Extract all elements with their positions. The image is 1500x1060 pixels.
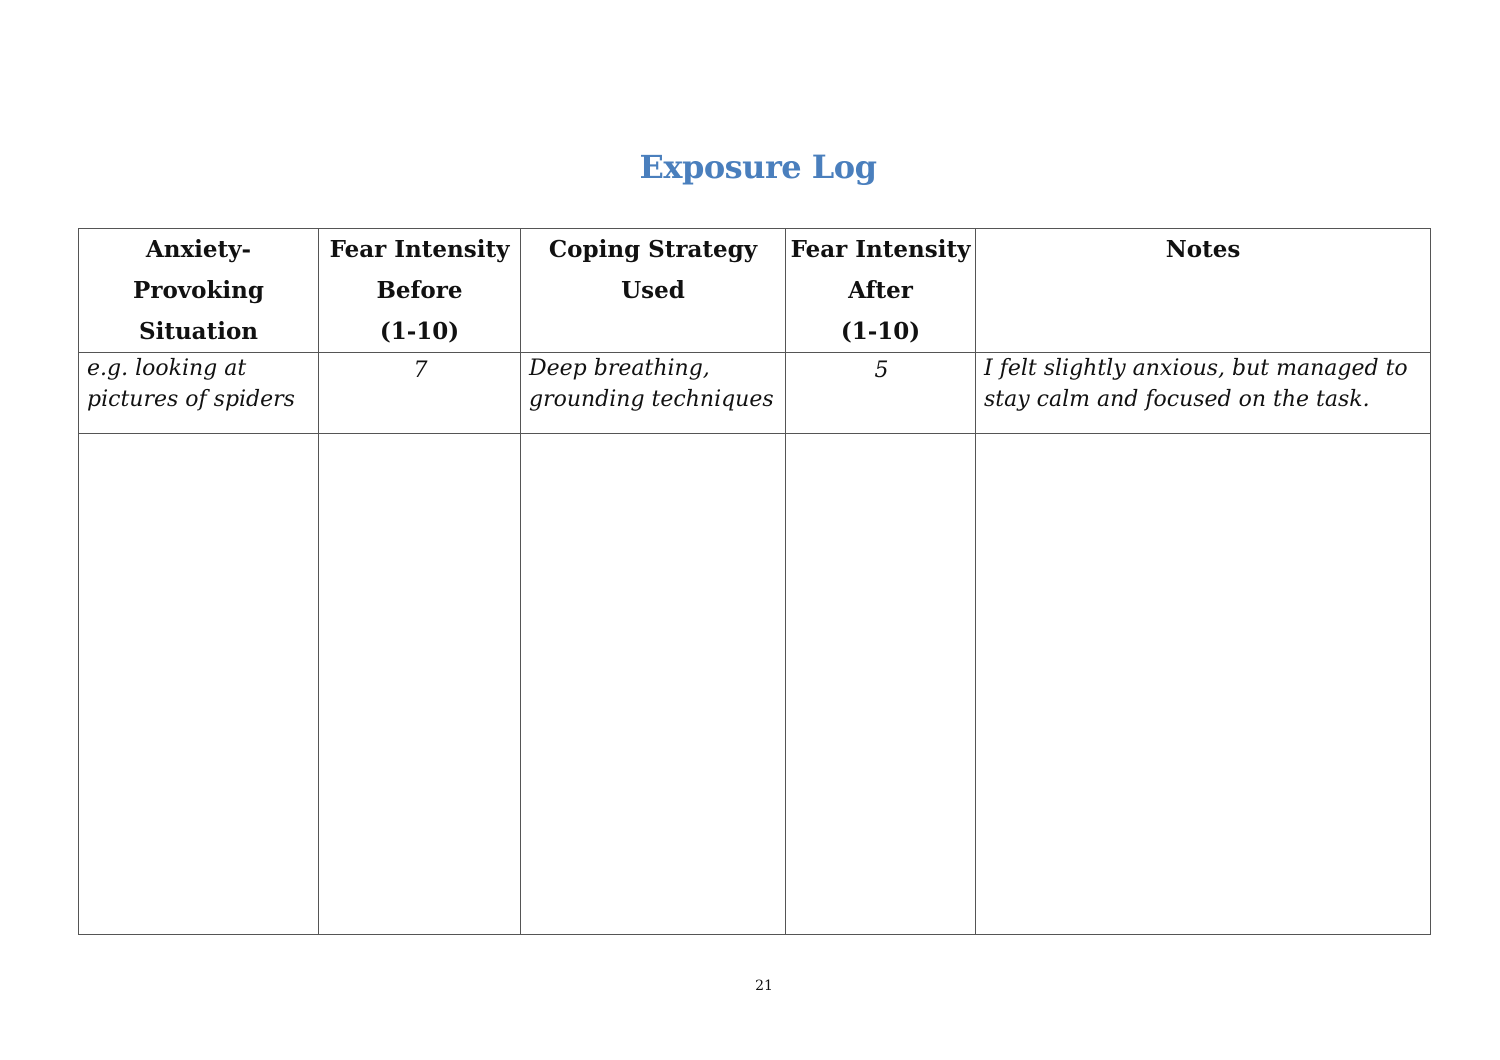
blank-cell-fear-before[interactable] [319, 434, 521, 935]
header-situation: Anxiety- Provoking Situation [79, 229, 319, 353]
blank-cell-situation[interactable] [79, 434, 319, 935]
blank-cell-fear-after[interactable] [786, 434, 976, 935]
header-fear-before: Fear Intensity Before (1-10) [319, 229, 521, 353]
blank-cell-coping-strategy[interactable] [521, 434, 786, 935]
cell-coping-strategy: Deep breathing, grounding techniques [521, 353, 786, 434]
header-fear-after: Fear Intensity After (1-10) [786, 229, 976, 353]
cell-fear-after: 5 [786, 353, 976, 434]
page-number: 21 [755, 978, 773, 994]
header-coping-strategy: Coping Strategy Used [521, 229, 786, 353]
table-row-blank [79, 434, 1431, 935]
table-row-example [79, 353, 1431, 434]
header-row [79, 229, 1431, 353]
exposure-log-table [78, 228, 1431, 935]
cell-situation: e.g. looking at pictures of spiders [79, 353, 319, 434]
page-title: Exposure Log [639, 148, 877, 186]
header-notes: Notes [976, 229, 1431, 353]
cell-fear-before: 7 [319, 353, 521, 434]
cell-notes: I felt slightly anxious, but managed to stay calm and focused on the task. [976, 353, 1431, 434]
blank-cell-notes[interactable] [976, 434, 1431, 935]
